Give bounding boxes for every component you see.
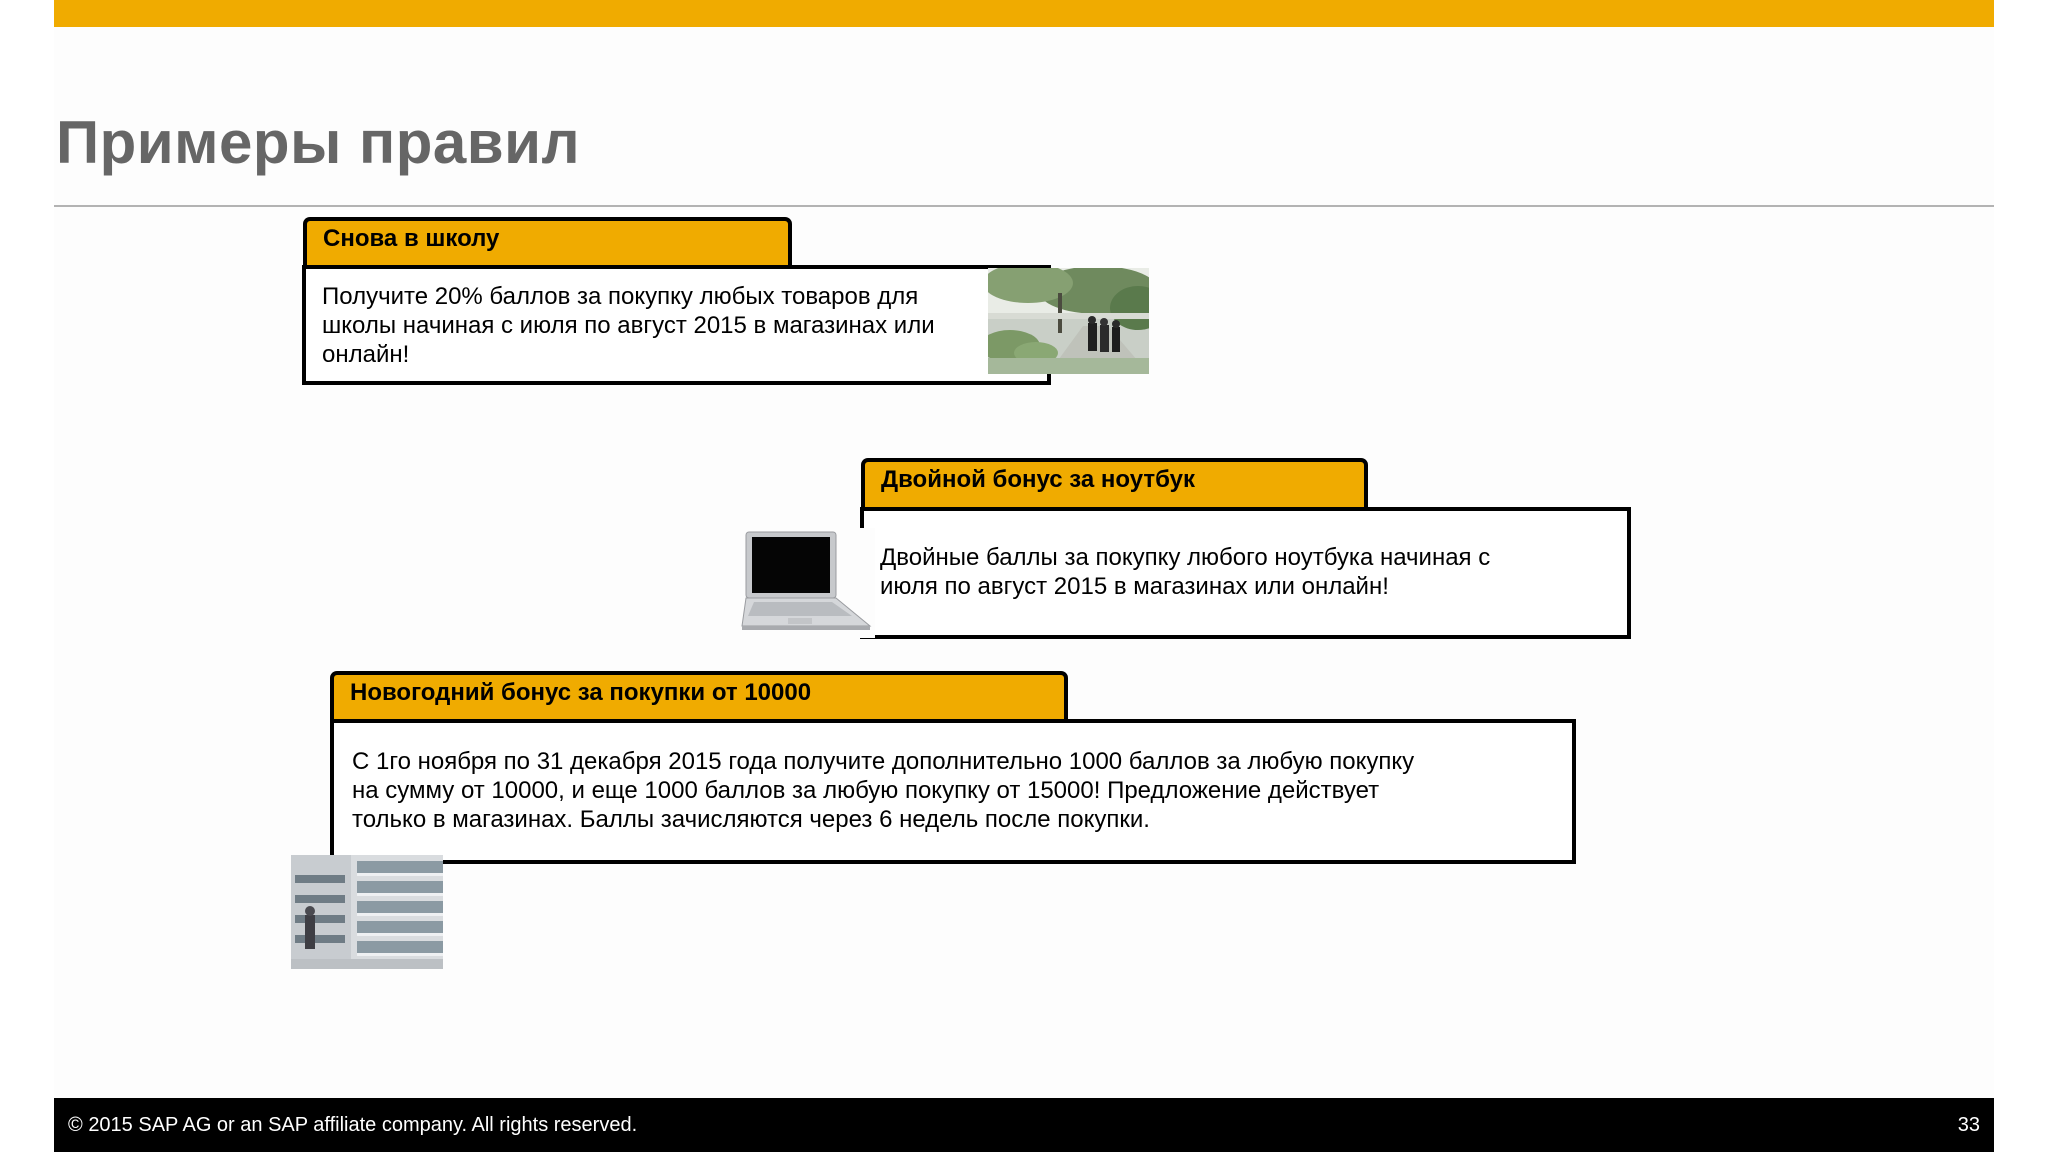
rule-2-line-1: Двойные баллы за покупку любого ноутбука начиная с bbox=[880, 544, 1491, 571]
top-accent-bar bbox=[54, 0, 1994, 27]
footer-copyright bbox=[68, 1114, 637, 1137]
slide bbox=[54, 0, 1994, 1152]
rule-2-line-2: июля по август 2015 в магазинах или онлайн! bbox=[880, 573, 1389, 600]
page-number: 33 bbox=[1957, 1114, 1980, 1136]
copyright-symbol: © bbox=[68, 1114, 83, 1136]
laptop-icon bbox=[740, 528, 875, 638]
rule-2-heading bbox=[861, 458, 1368, 510]
rule-1-line-1: Получите 20% баллов за покупку любых товаров для bbox=[322, 283, 919, 310]
footer-bar bbox=[54, 1098, 1994, 1152]
rule-1-line-3: онлайн! bbox=[322, 341, 410, 368]
store-shelves-photo-icon bbox=[291, 855, 443, 969]
title-divider bbox=[54, 205, 1994, 207]
rule-3-line-3: только в магазинах. Баллы зачисляются через 6 недель после покупки. bbox=[352, 806, 1150, 833]
rule-3-description bbox=[330, 719, 1576, 864]
rule-1-description bbox=[302, 265, 1051, 385]
copyright-text: 2015 SAP AG or an SAP affiliate company. All rights reserved. bbox=[88, 1114, 638, 1136]
rule-3-line-2: на сумму от 10000, и еще 1000 баллов за любую покупку от 15000! Предложение действует bbox=[352, 777, 1380, 804]
graduates-photo-icon bbox=[988, 268, 1149, 374]
rule-2-heading-text: Двойной бонус за ноутбук bbox=[881, 466, 1196, 493]
rule-1-heading bbox=[303, 217, 792, 269]
rule-1-line-2: школы начиная с июля по август 2015 в магазинах или bbox=[322, 312, 935, 339]
rule-3-heading bbox=[330, 671, 1068, 723]
rule-2-description bbox=[860, 507, 1631, 639]
rule-3-line-1: С 1го ноября по 31 декабря 2015 года получите дополнительно 1000 баллов за любую покупку bbox=[352, 748, 1415, 775]
rule-1-heading-text: Снова в школу bbox=[323, 225, 500, 252]
rule-3-heading-text: Новогодний бонус за покупки от 10000 bbox=[350, 679, 812, 706]
slide-title: Примеры правил bbox=[56, 109, 581, 176]
